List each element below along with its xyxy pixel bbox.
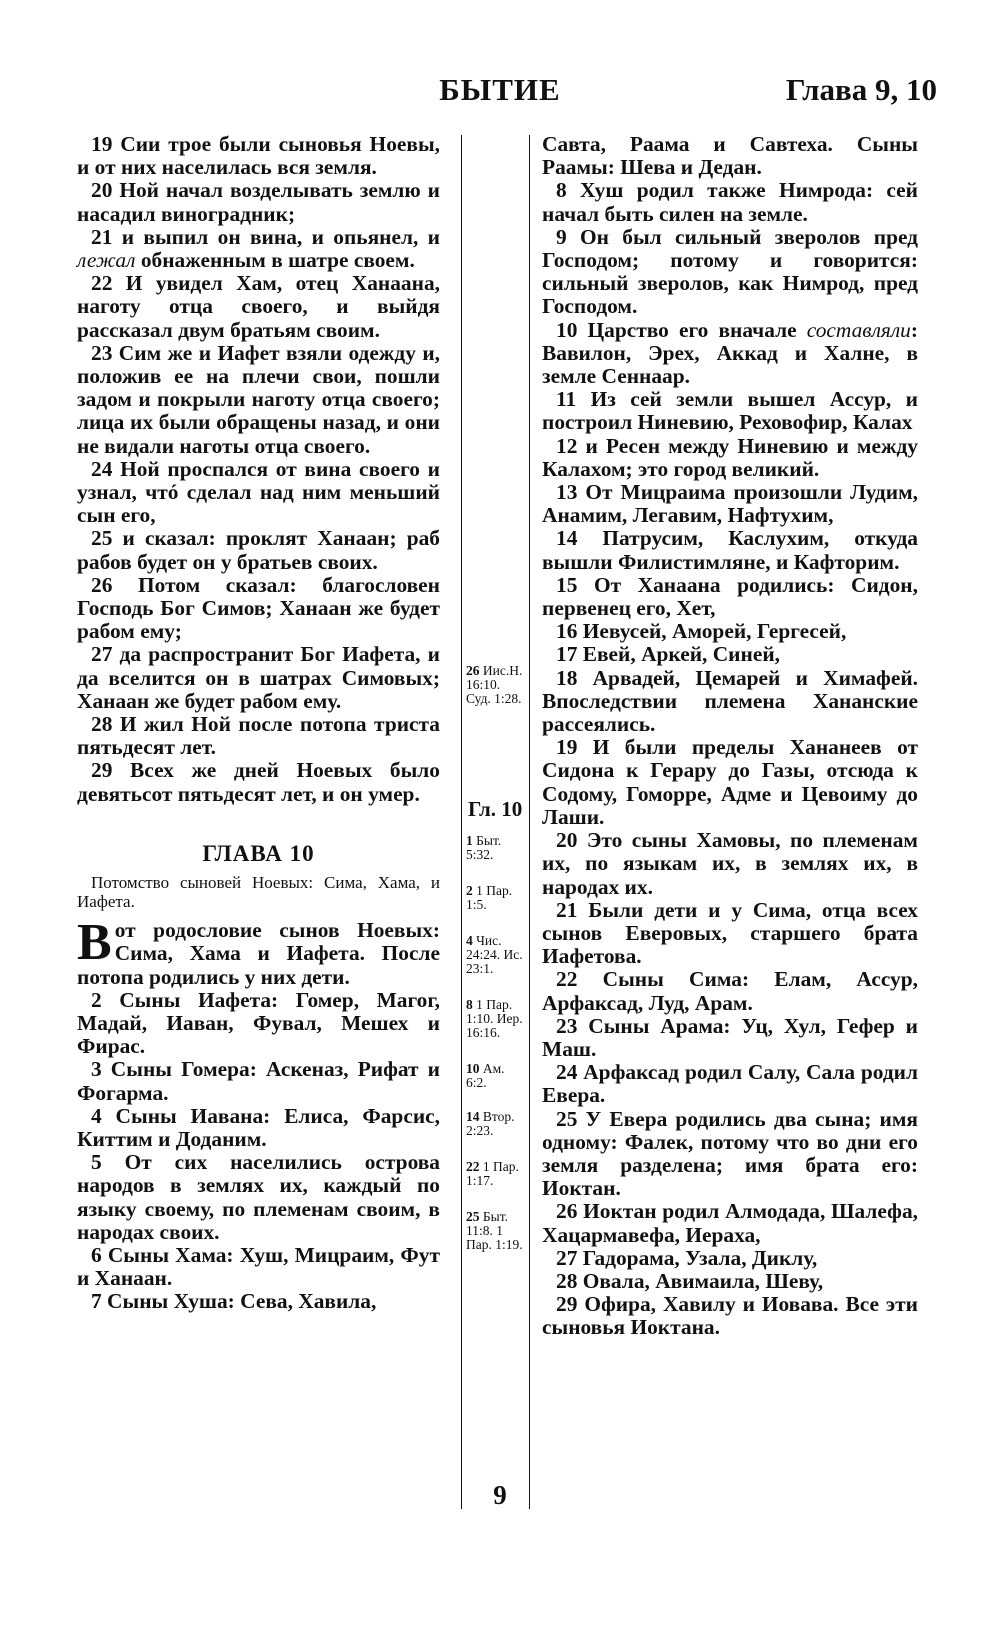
verse-text: 21 и выпил он вина, и опьянел, и: [91, 224, 440, 249]
ref-text: 1 Пар. 1:17.: [466, 1159, 519, 1188]
verse: 23 Сыны Арама: Уц, Хул, Гефер и Маш.: [542, 1013, 918, 1061]
verse: 4 Сыны Иавана: Елиса, Фарсис, Киттим и Доданим.: [77, 1103, 440, 1151]
book-title: БЫТИЕ: [439, 72, 561, 107]
verse: 20 Ной начал возделывать землю и насадил виноградник;: [77, 178, 440, 226]
verse: 27 Гадорама, Узала, Диклу,: [556, 1245, 818, 1270]
ref-verse-number: 22: [466, 1159, 480, 1174]
ref-verse-number: 10: [466, 1061, 480, 1076]
verse: 18 Арвадей, Цемарей и Химафей. Впоследствии племена Хананские рассеялись.: [542, 665, 918, 737]
ref-verse-number: 14: [466, 1109, 480, 1124]
verse: 27 да распространит Бог Иафета, и да вселится он в шатрах Симовых; Ханаан же будет рабом ему.: [77, 642, 440, 713]
chapter-heading: ГЛАВА 10: [202, 840, 315, 866]
verse: 25 У Евера родились два сына; имя одному: Фалек, потому что во дни его земля разделена; имя брата его: Иоктан.: [542, 1106, 918, 1201]
verse-text: от родословие сынов Ноевых: Сима, Хама и Иафета. После потопа родились у них дети.: [77, 918, 440, 989]
ref-verse-number: 1: [466, 833, 473, 848]
verse: 17 Евей, Аркей, Синей,: [556, 642, 780, 667]
left-column: [77, 133, 440, 1314]
chapter-ref-heading: Гл. 10: [468, 797, 523, 821]
verse: 25 и сказал: проклят Ханаан; раб рабов будет он у братьев своих.: [77, 526, 440, 574]
verse: 28 Овала, Авимаила, Шеву,: [556, 1268, 824, 1293]
verse-first: [77, 914, 440, 989]
verse: 26 Потом сказал: благословен Господь Бог Симов; Ханаан же будет рабом ему;: [77, 572, 440, 644]
ref-verse-number: 8: [466, 997, 473, 1012]
verse: 2 Сыны Иафета: Гомер, Магог, Мадай, Иаван, Фувал, Мешех и Фирас.: [77, 987, 440, 1059]
verse: 7 Сыны Хуша: Сева, Хавила,: [91, 1289, 377, 1314]
cross-reference: [466, 664, 528, 706]
verse: 22 И увидел Хам, отец Ханаана, наготу отца своего, и выйдя рассказал двум братьям своим.: [77, 271, 440, 342]
italic-word: составляли: [806, 317, 911, 342]
cross-reference: [466, 1110, 528, 1138]
verse: 28 И жил Ной после потопа триста пятьдесят лет.: [77, 712, 440, 760]
verse-text: 10 Царство его вначале: [556, 317, 807, 342]
page-number: 9: [493, 1480, 507, 1510]
verse: 21 Были дети и у Сима, отца всех сынов Еверовых, старшего брата Иафетова.: [542, 897, 918, 969]
ref-text: 1 Пар. 1:10. Иер. 16:16.: [466, 997, 523, 1040]
verse: 12 и Ресен между Ниневию и между Калахом; это город великий.: [542, 433, 918, 481]
column-divider-right: [529, 135, 530, 1509]
cross-reference: [466, 884, 528, 912]
verse: 19 И были пределы Хананеев от Сидона к Герару до Газы, отсюда к Содому, Гоморре, Адме и Цевоиму до Лаши.: [542, 735, 918, 829]
verse-text: : Вавилон, Эрех, Аккад и Халне, в земле Сеннаар.: [542, 317, 918, 389]
chapter-summary: Потомство сыновей Ноевых: Сима, Хама, и Иафета.: [77, 873, 440, 912]
verse: 9 Он был сильный зверолов пред Господом; потому и говорится: сильный зверолов, как Нимрод, пред Господом.: [542, 224, 918, 319]
ref-verse-number: 4: [466, 933, 473, 948]
verse: 14 Патрусим, Каслухим, откуда вышли Филистимляне, и Кафторим.: [542, 526, 918, 574]
ref-verse-number: 25: [466, 1209, 480, 1224]
verse: 15 От Ханаана родились: Сидон, первенец его, Хет,: [542, 572, 918, 621]
verse: 19 Сии трое были сыновья Ноевы, и от них населилась вся земля.: [77, 132, 440, 180]
ref-text: Чис. 24:24. Ис. 23:1.: [466, 933, 523, 976]
ref-verse-number: 2: [466, 883, 473, 898]
ref-text: Ам. 6:2.: [466, 1061, 505, 1090]
verse: 8 Хуш родил также Нимрода: сей начал быть силен на земле.: [542, 178, 918, 226]
cross-reference: [466, 1062, 528, 1090]
verse: [542, 319, 918, 389]
cross-reference: [466, 934, 528, 976]
verse: 6 Сыны Хама: Хуш, Мицраим, Фут и Ханаан.: [77, 1242, 440, 1291]
verse: 11 Из сей земли вышел Ассур, и построил Ниневию, Реховофир, Калах: [542, 387, 918, 435]
verse: 24 Ной проспался от вина своего и узнал, чтó сделал над ним меньший сын его,: [77, 456, 440, 528]
verse: 3 Сыны Гомера: Аскеназ, Рифат и Фогарма.: [77, 1057, 440, 1105]
chapter-indicator: Глава 9, 10: [785, 72, 937, 107]
column-divider-left: [461, 135, 462, 1509]
verse: 5 От сих населились острова народов в землях их, каждый по языку своему, по племенам своим, в народах своих.: [77, 1150, 440, 1244]
ref-text: Быт. 11:8. 1 Пар. 1:19.: [466, 1209, 523, 1252]
drop-cap: В: [77, 914, 112, 972]
verse: 29 Офира, Хавилу и Иовава. Все эти сыновья Иоктана.: [542, 1292, 918, 1340]
verse: 16 Иевусей, Аморей, Гергесей,: [556, 619, 847, 644]
verse: 20 Это сыны Хамовы, по племенам их, по языкам их, в землях их, в народах их.: [542, 828, 918, 899]
italic-word: лежал: [77, 248, 136, 273]
ref-text: Иис.Н. 16:10. Суд. 1:28.: [466, 663, 523, 706]
ref-text: Втор. 2:23.: [466, 1109, 515, 1138]
right-column: [542, 133, 918, 1340]
verse-continued: Савта, Раама и Савтеха. Сыны Раамы: Шева и Дедан.: [542, 132, 918, 180]
verse: 26 Иоктан родил Алмодада, Шалефа, Хацармавефа, Иераха,: [542, 1199, 918, 1247]
verse-text: обнаженным в шатре своем.: [135, 248, 415, 273]
ref-text: 1 Пар. 1:5.: [466, 883, 513, 912]
cross-reference: [466, 1210, 528, 1252]
ref-verse-number: 26: [466, 663, 480, 678]
verse: [77, 226, 440, 272]
cross-reference: [466, 1160, 528, 1188]
verse: 13 От Мицраима произошли Лудим, Анамим, Легавим, Нафтухим,: [542, 480, 918, 528]
verse: 22 Сыны Сима: Елам, Ассур, Арфаксад, Луд, Арам.: [542, 967, 918, 1015]
cross-reference: [466, 998, 528, 1040]
verse: 29 Всех же дней Ноевых было девятьсот пятьдесят лет, и он умер.: [77, 758, 440, 806]
verse: 24 Арфаксад родил Салу, Сала родил Евера.: [542, 1060, 918, 1108]
cross-reference: [466, 834, 528, 862]
ref-text: Быт. 5:32.: [466, 833, 502, 862]
verse: 23 Сим же и Иафет взяли одежду и, положив ее на плечи свои, пошли задом и покрыли наготу отца своего; лица их были обращены назад, и они не видали наготы отца своего.: [77, 340, 440, 458]
